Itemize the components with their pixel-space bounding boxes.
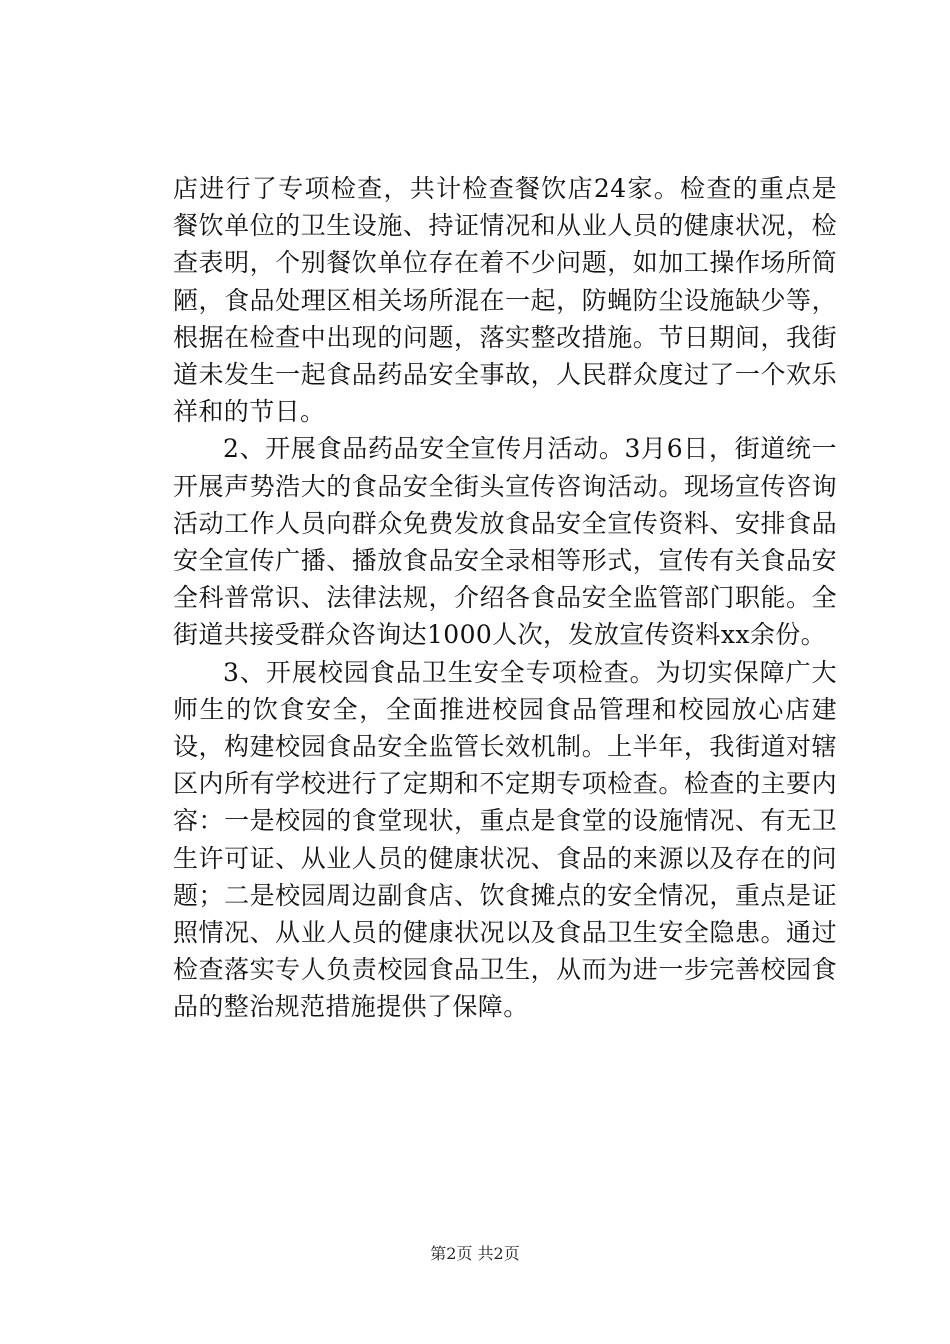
paragraph-continued: 店进行了专项检查，共计检查餐饮店24家。检查的重点是餐饮单位的卫生设施、持证情况和从业人员的健康状况，检查表明，个别餐饮单位存在着不少问题，如加工操作场所简陋，食品处理区相关场所混在一起，防蝇防尘设施缺少等，根据在检查中出现的问题，落实整改措施。节日期间，我街道未发生一起食品药品安全事故，人民群众度过了一个欢乐祥和的节日。 xyxy=(173,174,837,427)
document-body xyxy=(173,170,837,1026)
paragraph-item-2: 2、开展食品药品安全宣传月活动。3月6日，街道统一开展声势浩大的食品安全街头宣传咨询活动。现场宣传咨询活动工作人员向群众免费发放食品安全宣传资料、安排食品安全宣传广播、播放食品安全录相等形式，宣传有关食品安全科普常识、法律法规，介绍各食品安全监管部门职能。全街道共接受群众咨询达1000人次，发放宣传资料xx余份。 xyxy=(173,434,837,650)
page-footer: 第2页 共2页 xyxy=(430,1244,520,1263)
paragraph-item-3: 3、开展校园食品卫生安全专项检查。为切实保障广大师生的饮食安全，全面推进校园食品管理和校园放心店建设，构建校园食品安全监管长效机制。上半年，我街道对辖区内所有学校进行了定期和不定期专项检查。检查的主要内容：一是校园的食堂现状，重点是食堂的设施情况、有无卫生许可证、从业人员的健康状况、食品的来源以及存在的问题；二是校园周边副食店、饮食摊点的安全情况，重点是证照情况、从业人员的健康状况以及食品卫生安全隐患。通过检查落实专人负责校园食品卫生，从而为进一步完善校园食品的整治规范措施提供了保障。 xyxy=(173,657,837,1022)
